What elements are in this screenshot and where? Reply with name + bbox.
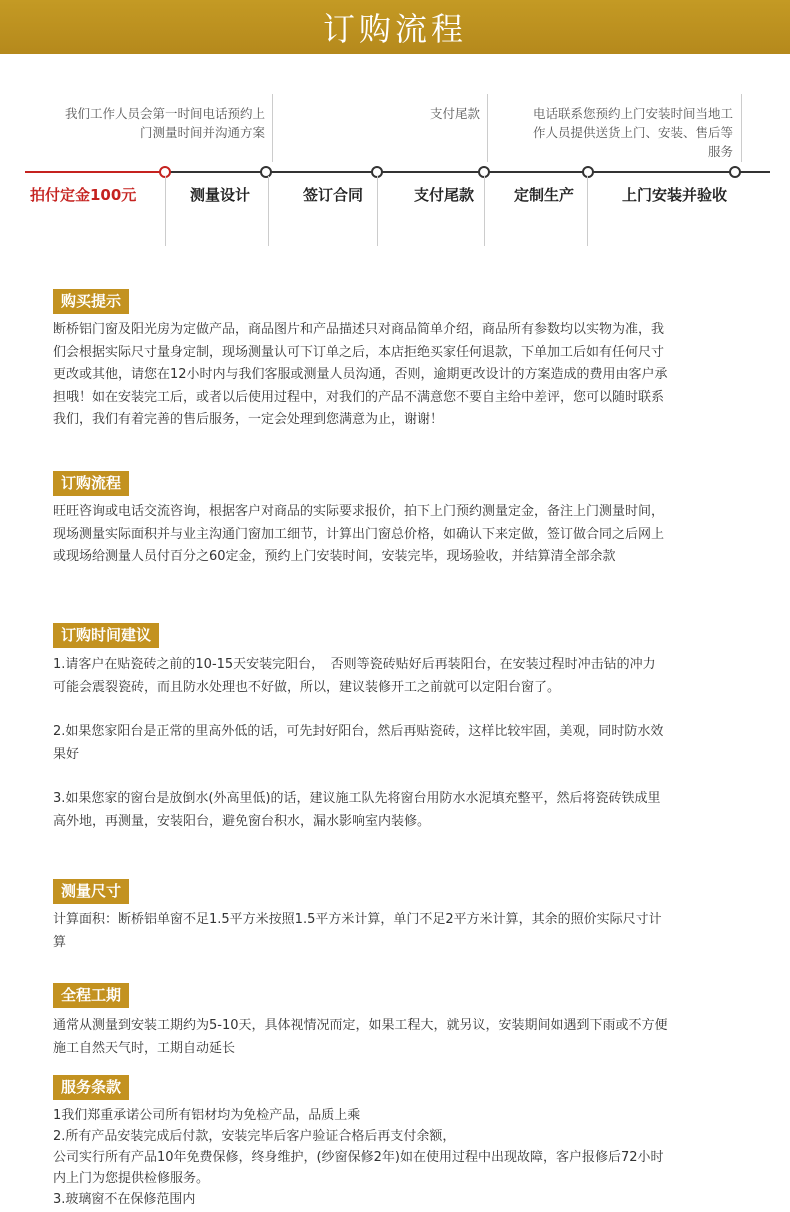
timeline-progress-line: [25, 171, 165, 173]
timeline-divider: [272, 94, 273, 162]
page-title: 订购流程: [322, 10, 467, 48]
purchase-tips-text: 断桥铝门窗及阳光房为定做产品，商品图片和产品描述只对商品简单介绍，商品所有参数均以实物为准，我们会根据实际尺寸量身定制，现场测量认可下订单之后，本店拒绝买家任何退款，下单加工后如有任何尺寸更改或其他，请您在12小时内与我们客服或测量人员沟通，否则，逾期更改设计的方案造成的费用由客户承担哦！如在安装完工后，或者以后使用过程中，对我们的产品不满意您不要自主给中差评，您可以随时联系我们，我们有着完善的售后服务，一定会处理到您满意为止，谢谢！: [53, 322, 668, 427]
timeline-line: [165, 171, 770, 173]
section-heading-measure: 测量尺寸: [53, 879, 129, 904]
duration-text: 通常从测量到安装工期约为5-10天，具体视情况而定，如果工程大，就另议，安装期间如遇到下雨或不方便施工自然天气时，工期自动延长: [53, 1018, 668, 1056]
timeline-note-payment: 支付尾款: [429, 106, 480, 121]
timeline-divider: [587, 176, 588, 246]
service-terms: [53, 1105, 668, 1210]
timeline-node: [582, 166, 594, 178]
step-measure: 测量设计: [190, 186, 251, 204]
order-process-text: 旺旺咨询或电话交流咨询，根据客户对商品的实际要求报价，拍下上门预约测量定金，备注上门测量时间，现场测量实际面积并与业主沟通门窗加工细节，计算出门窗总价格，如确认下来定做，签订做合同之后网上或现场给测量人员付百分之60定金，预约上门安装时间，安装完毕，现场验收，并结算清全部余款: [53, 504, 665, 564]
step-payment: 支付尾款: [414, 186, 475, 204]
service-term-line: 1我们郑重承诺公司所有铝材均为免检产品，品质上乘: [53, 1108, 361, 1123]
timeline-divider: [484, 176, 485, 246]
order-time-item: 1.请客户在贴瓷砖之前的10-15天安装完阳台， 否则等瓷砖贴好后再装阳台，在安装过程时冲击钻的冲力可能会震裂瓷砖，而且防水处理也不好做，所以，建议装修开工之前就可以定阳台窗了。: [53, 657, 656, 695]
timeline-note-install: 电话联系您预约上门安装时间当地工作人员提供送货上门、安装、售后等服务: [533, 106, 734, 159]
section-heading-duration: 全程工期: [53, 983, 129, 1008]
timeline-divider: [165, 176, 166, 246]
timeline-divider: [487, 94, 488, 162]
step-contract: 签订合同: [303, 186, 364, 204]
step-deposit: 拍付定金100元: [30, 186, 137, 204]
order-timeline: [0, 54, 790, 264]
section-heading-order-time: 订购时间建议: [53, 623, 159, 648]
timeline-node: [260, 166, 272, 178]
service-term-line: 公司实行所有产品10年免费保修，终身维护，(纱窗保修2年)如在使用过程中出现故障，客户报修后72小时内上门为您提供检修服务。: [53, 1150, 664, 1186]
paragraph-gap: [53, 766, 668, 788]
paragraph-gap: [53, 699, 668, 721]
timeline-note-measure: 我们工作人员会第一时间电话预约上门测量时间并沟通方案: [64, 106, 265, 140]
timeline-node: [729, 166, 741, 178]
order-time-item: 2.如果您家阳台是正常的里高外低的话，可先封好阳台，然后再贴瓷砖，这样比较牢固，美观，同时防水效果好: [53, 724, 664, 762]
step-production: 定制生产: [514, 186, 575, 204]
header-banner: [0, 0, 790, 54]
section-heading-service: 服务条款: [53, 1075, 129, 1100]
timeline-divider: [268, 176, 269, 246]
section-heading-purchase-tips: 购买提示: [53, 289, 129, 314]
order-time-list: [53, 654, 668, 833]
section-heading-order-process: 订购流程: [53, 471, 129, 496]
order-time-item: 3.如果您家的窗台是放倒水(外高里低)的话，建议施工队先将窗台用防水水泥填充整平，然后将瓷砖铁成里高外地，再测量，安装阳台，避免窗台积水，漏水影响室内装修。: [53, 791, 661, 829]
timeline-divider: [377, 176, 378, 246]
service-term-line: 2.所有产品安装完成后付款，安装完毕后客户验证合格后再支付余额，: [53, 1129, 456, 1144]
timeline-divider: [741, 94, 742, 162]
service-term-line: 3.玻璃窗不在保修范围内: [53, 1192, 196, 1207]
step-install: 上门安装并验收: [622, 186, 728, 204]
measure-text: 计算面积：断桥铝单窗不足1.5平方米按照1.5平方米计算，单门不足2平方米计算，其余的照价实际尺寸计算: [53, 912, 662, 950]
